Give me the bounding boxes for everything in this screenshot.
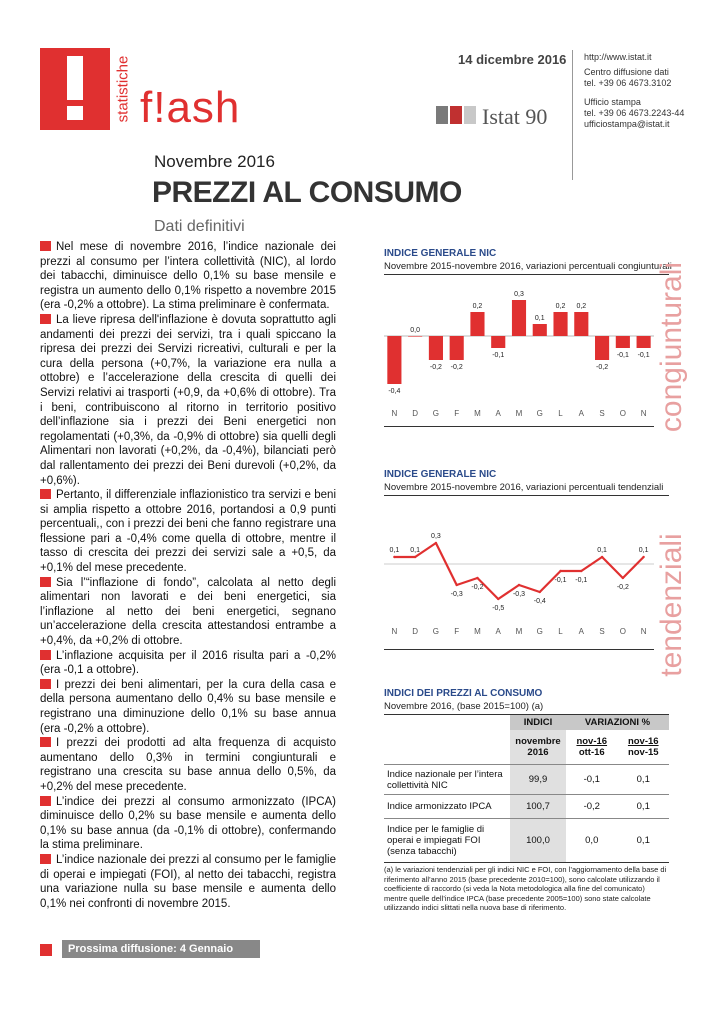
chart2-data-label: 0,1 — [638, 547, 649, 554]
chart1-bar — [429, 336, 443, 360]
flash-logo-block — [40, 48, 110, 130]
table-subtitle: Novembre 2016, (base 2015=100) (a) — [384, 701, 544, 712]
chart1-bar — [595, 336, 609, 360]
paragraph: Sia l’“inflazione di fondo”, calcolata al netto degli alimentari non lavorati e dei beni energetici, sia l’inflazione al netto dei beni energetici, segnano un’accelerazione della crescita attestandosi entrambe a +0,4%, da +0,2% di ottobre. — [40, 576, 336, 648]
chart2-data-label: 0,1 — [410, 547, 421, 554]
chart1-bar — [387, 336, 401, 384]
chart1-tick-label: N — [640, 409, 647, 418]
table-head-variazioni: VARIAZIONI % — [566, 715, 669, 731]
chart2-top-rule — [384, 495, 669, 496]
page-title: PREZZI AL CONSUMO — [152, 176, 462, 209]
istat-square-icon — [464, 106, 476, 124]
chart2-point — [393, 556, 395, 558]
chart2-data-label: -0,3 — [450, 591, 463, 598]
paragraph: L’inflazione acquisita per il 2016 risulta pari a -0,2% (era -0,1 a ottobre). — [40, 649, 336, 677]
chart2-tick-label: N — [640, 627, 647, 636]
chart1-tick-label: D — [412, 409, 419, 418]
chart2-point — [435, 542, 437, 544]
chart2-tick-label: G — [432, 627, 440, 636]
chart2-point — [455, 584, 457, 586]
chart1-data-label: 0,3 — [514, 291, 524, 298]
publication-date: 14 dicembre 2016 — [458, 52, 567, 67]
table-row — [384, 819, 669, 863]
chart1-data-label: 0,2 — [576, 303, 587, 310]
chart2-data-label: 0,1 — [597, 547, 607, 554]
chart1-tick-label: L — [558, 409, 563, 418]
chart2-data-label: -0,2 — [616, 584, 629, 591]
chart2-tick-label: O — [619, 627, 626, 636]
chart1-bar — [450, 336, 464, 360]
paragraph: Nel mese di novembre 2016, l’indice nazionale dei prezzi al consumo per l’intera collettività (NIC), al lordo dei tabacchi, diminuisce dello 0,1% su base mensile e registra un aumento dello 0,1% rispetto a novembre 2015 (era -0,2% a ottobre). La stima preliminare è confermata. — [40, 241, 336, 312]
next-release-banner — [40, 940, 260, 973]
table-sub-var1-a: nov-16 — [576, 736, 608, 747]
bullet-square-icon — [40, 577, 51, 587]
chart1-data-label: 0,2 — [555, 303, 566, 310]
exclamation-dot-icon — [67, 106, 83, 120]
table-sub-var2-a: nov-16 — [627, 736, 659, 747]
paragraph: L’indice dei prezzi al consumo armonizzato (IPCA) diminuisce dello 0,2% su base mensile e aumenta dello 0,1% su base annua (da -0,1% di ottobre), confermando la stima preliminare. — [40, 795, 336, 852]
chart1-data-label: 0,2 — [472, 303, 483, 310]
exclamation-bar-icon — [67, 56, 83, 100]
chart1-bar — [491, 336, 505, 348]
chart2-tick-label: A — [578, 627, 584, 636]
chart1-tick-label: A — [495, 409, 501, 418]
chart1-tick-label: S — [599, 409, 605, 418]
chart1-tick-label: G — [536, 409, 543, 418]
table-cell-v2: 0,1 — [636, 774, 650, 785]
chart1-bar — [470, 312, 484, 336]
table-cell-v2: 0,1 — [636, 835, 650, 846]
chart2-point — [518, 584, 520, 586]
chart2-tick-label: L — [558, 627, 563, 636]
table-cell-indice: 99,9 — [510, 765, 566, 795]
chart1-tick-label: A — [578, 409, 584, 418]
table-footnote: (a) le variazioni tendenziali per gli indici NIC e FOI, con l’aggiornamento della base di riferimento all’anno 2015 (base precedente 2010=100), sono calcolate utilizzando il coefficiente di raccordo (si veda la Nota metodologica alla fine del comunicato) mentre quelle dell’indice IPCA (base precedente 2005=100) sono state calcolate utilizzando indici slittati nella nuova base di riferimento. — [384, 865, 667, 912]
chart2-tick-label: S — [599, 627, 605, 636]
centro-title: Centro diffusione dati — [584, 67, 669, 77]
chart1-top-rule — [384, 274, 669, 275]
ufficio-title: Ufficio stampa — [584, 97, 641, 107]
table-row-label: Indice nazionale per l’intera collettività NIC — [387, 768, 503, 791]
chart1-data-label: -0,1 — [637, 352, 650, 359]
chart1-title: INDICE GENERALE NIC — [384, 248, 497, 259]
chart2-tick-label: A — [495, 627, 501, 636]
bullet-square-icon — [40, 854, 51, 864]
chart2-data-label: 0,3 — [431, 533, 441, 540]
chart2-point — [539, 591, 541, 593]
chart1-bar — [637, 336, 651, 348]
chart1-tick-label: O — [619, 409, 626, 418]
index-table — [384, 714, 669, 863]
chart1-data-label: 0,0 — [410, 327, 421, 334]
table-row-label: Indice per le famiglie di operai e impiegati FOI (senza tabacchi) — [387, 824, 485, 857]
ufficio-email[interactable]: ufficiostampa@istat.it — [584, 119, 670, 129]
chart2-data-label: -0,3 — [512, 591, 526, 598]
page-subtitle: Dati definitivi — [154, 218, 245, 235]
chart1-subtitle: Novembre 2015-novembre 2016, variazioni percentuali congiunturali — [384, 261, 672, 272]
chart1-data-label: -0,4 — [388, 388, 401, 395]
centro-tel: tel. +39 06 4673.3102 — [584, 78, 672, 88]
paragraph: L’indice nazionale dei prezzi al consumo per le famiglie di operai e impiegati (FOI), al netto dei tabacchi, registra una variazione nulla su base mensile e aumenta dello 0,1% nei confronti di novembre 2015. — [40, 853, 336, 910]
chart1-bar — [553, 312, 567, 336]
report-month: Novembre 2016 — [154, 152, 275, 171]
chart2-point — [559, 570, 561, 572]
istat-square-icon — [436, 106, 448, 124]
bullet-square-icon — [40, 314, 51, 324]
paragraph: I prezzi dei prodotti ad alta frequenza di acquisto aumentano dello 0,3% in termini congiunturali e registrano una crescita su base annua dello 0,5%, da +0,2% del mese precedente. — [40, 737, 336, 793]
istat-square-icon — [450, 106, 462, 124]
chart2-bottom-rule — [384, 649, 654, 650]
paragraph: I prezzi dei beni alimentari, per la cura della casa e della persona aumentano dello 0,4% su base mensile e registrano una diminuzione dello 0,1% su base annua (era -0,2% a ottobre). — [40, 678, 336, 735]
chart1-data-label: -0,2 — [429, 364, 442, 371]
chart1-data-label: 0,1 — [534, 315, 545, 322]
chart1-data-label: -0,1 — [492, 352, 505, 359]
chart2-tick-label: M — [515, 627, 523, 636]
table-sub-indici: novembre 2016 — [515, 736, 561, 758]
congiunturali-side-label: congiunturali — [655, 261, 688, 433]
next-release-label: Prossima diffusione: 4 Gennaio 2017 — [62, 940, 260, 958]
chart2-point — [476, 577, 478, 579]
chart2-point — [497, 598, 499, 600]
table-row-label: Indice armonizzato IPCA — [387, 801, 492, 812]
bullet-square-icon — [40, 241, 51, 251]
chart1-tick-label: F — [454, 409, 460, 418]
chart2-tick-label: F — [454, 627, 460, 636]
chart1-data-label: -0,2 — [596, 364, 609, 371]
chart2-data-label: -0,1 — [575, 577, 588, 584]
table-sub-var2-b: nov-15 — [627, 747, 659, 758]
logo-vertical-text: statistiche — [114, 55, 132, 123]
chart1-bar — [533, 324, 547, 336]
summary-text — [40, 240, 336, 911]
table-cell-v2: 0,1 — [636, 801, 650, 812]
table-row — [384, 765, 669, 795]
chart2-point — [580, 570, 582, 572]
bullet-square-icon — [40, 650, 51, 660]
chart1-tick-label: M — [474, 409, 481, 418]
contact-block — [584, 52, 684, 130]
header-divider — [572, 50, 573, 180]
bullet-square-icon — [40, 679, 51, 689]
chart2-tick-label: G — [536, 627, 543, 636]
chart2-tick-label: N — [391, 627, 398, 636]
bullet-square-icon — [40, 796, 51, 806]
chart2-title: INDICE GENERALE NIC — [384, 469, 497, 480]
chart2-point — [622, 577, 624, 579]
chart1-svg — [384, 278, 664, 422]
istat-logo-text: Istat 90 — [482, 104, 548, 129]
chart2-data-label: -0,5 — [492, 605, 505, 612]
chart2-tick-label: M — [474, 627, 481, 636]
tendenziali-side-label: tendenziali — [655, 533, 688, 677]
chart1-tick-label: M — [515, 409, 523, 418]
table-cell-indice: 100,0 — [510, 819, 566, 863]
paragraph: Pertanto, il differenziale inflazionistico tra servizi e beni si amplia rispetto a ottobre 2016, portandosi a 0,9 punti percentuali,, con i prezzi dei beni che fanno registrare una flessione pari a -0,4% come quella di ottobre, mentre il tasso di crescita dei prezzi dei servizi sale a +0,5, da +0,1% del mese precedente. — [40, 489, 336, 575]
chart2-point — [642, 556, 644, 558]
flash-wordmark: f!ash — [140, 83, 241, 132]
bullet-square-icon — [40, 737, 51, 747]
table-cell-v1: -0,1 — [583, 774, 600, 785]
chart2-data-label: 0,1 — [389, 547, 400, 554]
chart1-data-label: -0,2 — [450, 364, 463, 371]
table-sub-var1-b: ott-16 — [578, 747, 605, 758]
chart2-data-label: -0,1 — [554, 577, 567, 584]
chart1-data-label: -0,1 — [616, 352, 629, 359]
chart1-bar — [512, 300, 526, 336]
bullet-square-icon — [40, 489, 51, 499]
chart2-data-label: -0,2 — [471, 584, 484, 591]
chart2-subtitle: Novembre 2015-novembre 2016, variazioni percentuali tendenziali — [384, 482, 664, 493]
table-cell-v1: 0,0 — [585, 835, 599, 846]
table-head-indici: INDICI — [510, 715, 566, 731]
chart2-point — [601, 556, 603, 558]
chart1-bar — [574, 312, 588, 336]
bullet-square-icon — [40, 944, 52, 956]
paragraph: La lieve ripresa dell'inflazione è dovuta soprattutto agli andamenti dei prezzi dei servizi, tra i quali spiccano la ripresa dei prezzi dei Servizi ricreativi, culturali e per la cura della persona (+0,7%, la variazione era nulla a ottobre) e l’accelerazione della crescita di quelli dei Servizi relativi ai trasporti (+0,9, da +0,6% di ottobre). Tra i beni, contribuiscono al ritorno in territorio positivo dell’inflazione sia i prezzi dei Beni energetici non regolamentati (+0,3%, da -0,9% di ottobre) sia quelli degli Alimentari non lavorati (+0,2%, da -0,4%), bilanciati però dal rallentamento dei prezzi dei Beni durevoli (+0,2%, da +0,6%). — [40, 313, 336, 487]
chart1-bar — [408, 336, 422, 337]
istat-url[interactable]: http://www.istat.it — [584, 52, 652, 62]
ufficio-tel: tel. +39 06 4673.2243-44 — [584, 108, 685, 118]
chart2-svg — [384, 530, 664, 640]
chart2-tick-label: D — [412, 627, 419, 636]
chart1-bar — [616, 336, 630, 348]
table-cell-v1: -0,2 — [583, 801, 600, 812]
table-title: INDICI DEI PREZZI AL CONSUMO — [384, 688, 543, 699]
chart1-bottom-rule — [384, 426, 654, 427]
chart1-tick-label: N — [391, 409, 398, 418]
chart2-data-label: -0,4 — [533, 598, 546, 605]
chart1-tick-label: G — [432, 409, 440, 418]
table-row — [384, 795, 669, 819]
chart2-point — [414, 556, 416, 558]
table-cell-indice: 100,7 — [510, 795, 566, 819]
